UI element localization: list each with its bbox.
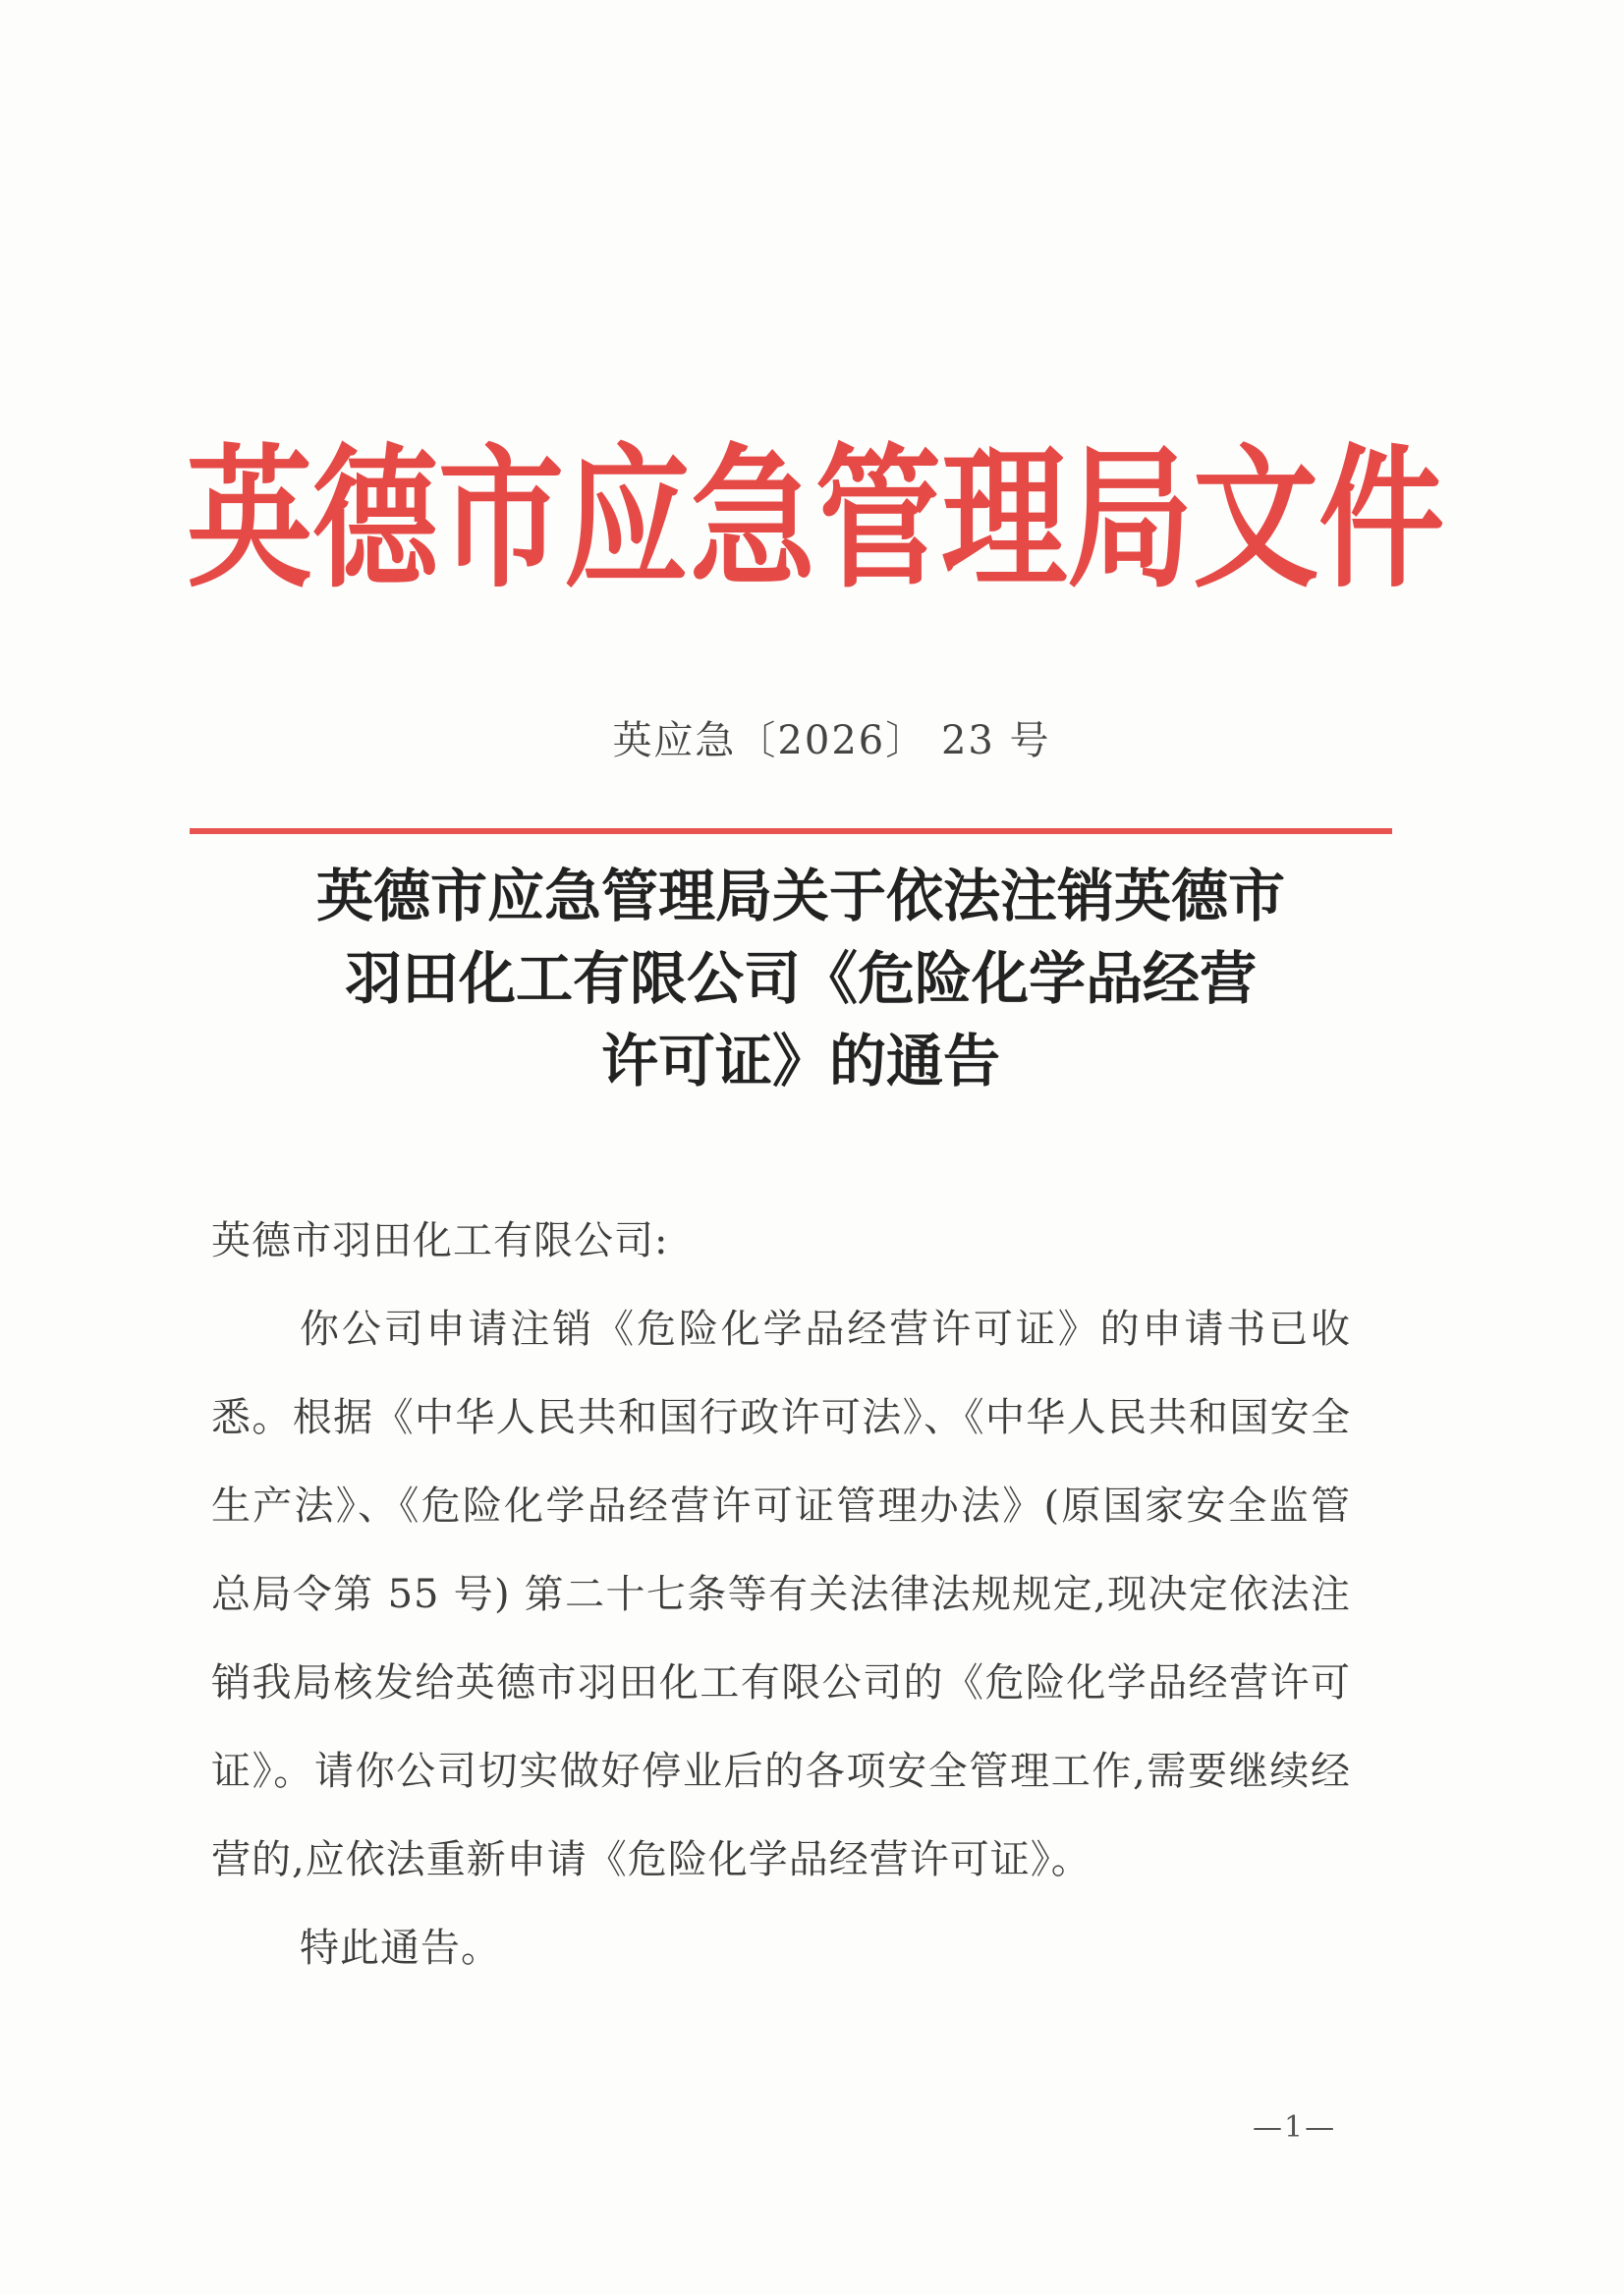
masthead-char: 管 [815,430,942,610]
masthead-char: 理 [941,430,1068,610]
document-number: 英应急〔2026〕 23 号 [612,718,1051,763]
masthead-char: 文 [1193,430,1319,610]
body-paragraph: 你公司申请注销《危险化学品经营许可证》的申请书已收悉。根据《中华人民共和国行政许可法》、《中华人民共和国安全生产法》、《危险化学品经营许可证管理办法》(原国家安全监管总局令第 55 号) 第二十七条等有关法律法规规定,现决定依法注销我局核发给英德市羽田化工有限公司的《危险化学品经营许可证》。请你公司切实做好停业后的各项安全管理工作,需要继续经营的,应依法重新申请《危险化学品经营许可证》。 [211,1307,1351,1882]
masthead-char: 市 [438,430,565,610]
masthead-char: 英 [187,430,313,610]
masthead-char: 件 [1318,430,1445,610]
masthead-char: 急 [690,430,816,610]
masthead [187,401,1445,641]
notice-body [211,1197,1351,1992]
title-line: 许可证》的通告 [600,1028,1000,1094]
red-divider [190,828,1392,834]
page-number: —1— [1253,2110,1337,2145]
title-line: 羽田化工有限公司《危险化学品经营 [344,945,1257,1012]
masthead-char: 德 [312,430,439,610]
title-line: 英德市应急管理局关于依法注销英德市 [315,863,1285,929]
closing-paragraph: 特此通告。 [300,1926,501,1971]
masthead-char: 局 [1067,430,1194,610]
salutation: 英德市羽田化工有限公司: [211,1218,669,1263]
masthead-char: 应 [564,430,691,610]
notice-title [187,855,1415,1102]
